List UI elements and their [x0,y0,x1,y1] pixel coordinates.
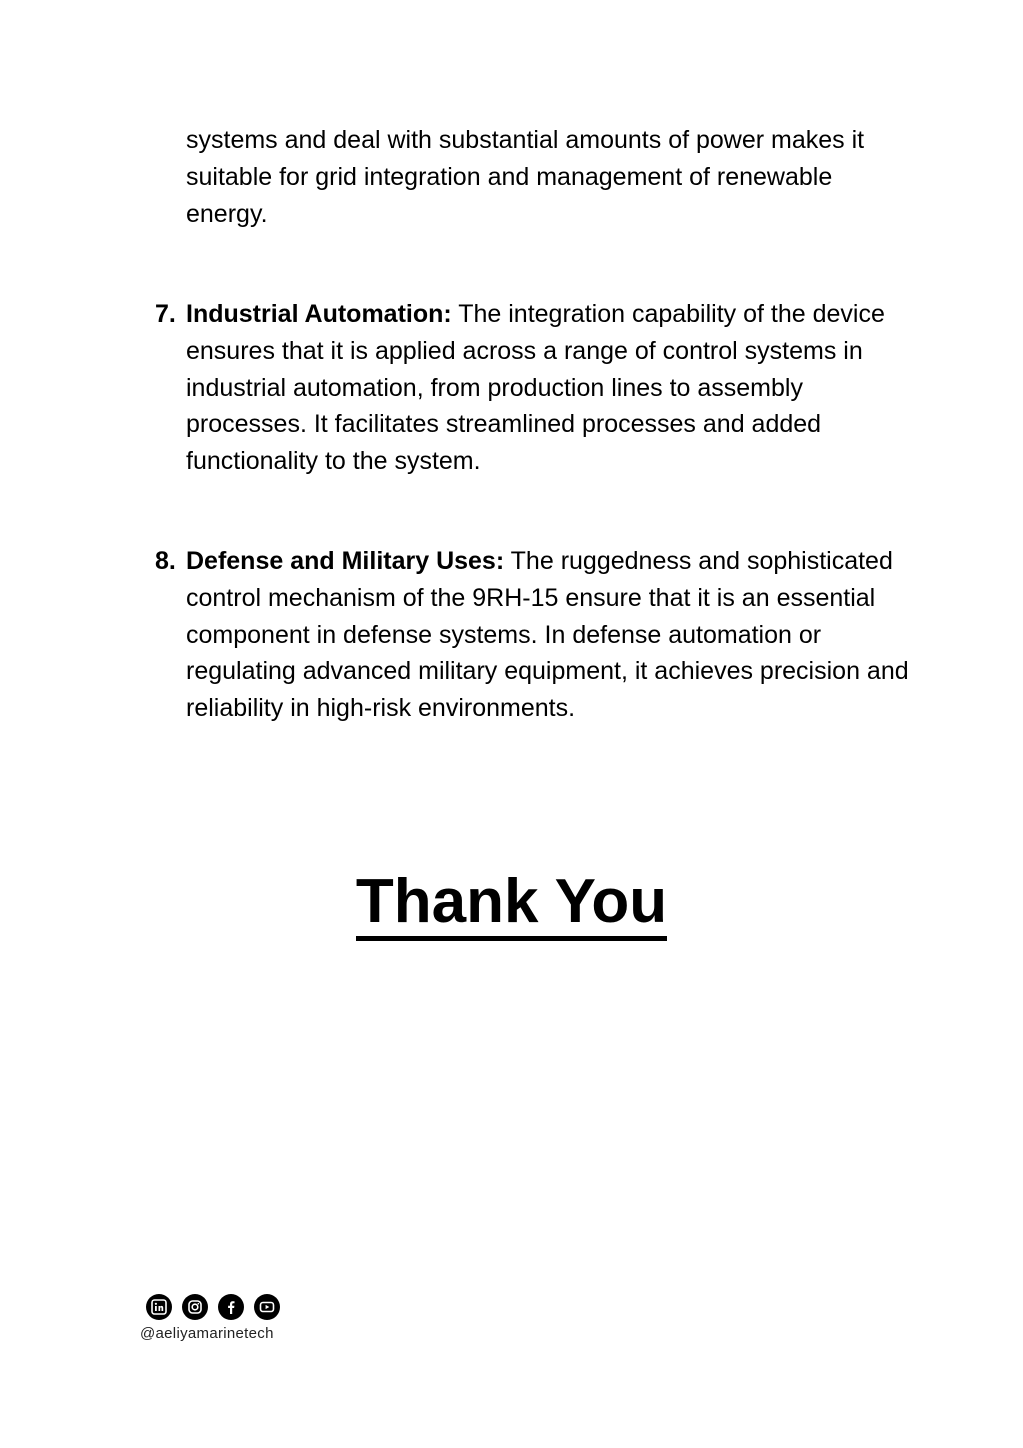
list-item-title: Industrial Automation: [186,300,452,328]
list-item-defense-military [155,543,915,727]
list-item-number: 7. [155,300,176,328]
intro-paragraph: systems and deal with substantial amounts of power makes it suitable for grid integration and management of renewable energy. [186,126,865,228]
list-item-title: Defense and Military Uses: [186,547,505,575]
list-item-number: 8. [155,547,176,575]
closing-heading-wrap [0,862,1023,942]
social-handle[interactable]: @aeliyamarinetech [140,1325,274,1342]
list-item-body: The integration capability of the device ensures that it is applied across a range of control systems in industrial automation, from production lines to assembly processes. It facilitates streamlined processes and added functionality to the system. [186,300,885,476]
closing-heading: Thank You [356,870,667,941]
social-links [146,1294,280,1320]
youtube-icon[interactable] [254,1294,280,1320]
list-item-industrial-automation [155,296,915,480]
instagram-icon[interactable] [182,1294,208,1320]
linkedin-icon[interactable] [146,1294,172,1320]
list-item-body: The ruggedness and sophisticated control mechanism of the 9RH-15 ensure that it is an essential component in defense systems. In defense automation or regulating advanced military equipment, it achieves precision and reliability in high-risk environments. [186,547,909,723]
facebook-icon[interactable] [218,1294,244,1320]
